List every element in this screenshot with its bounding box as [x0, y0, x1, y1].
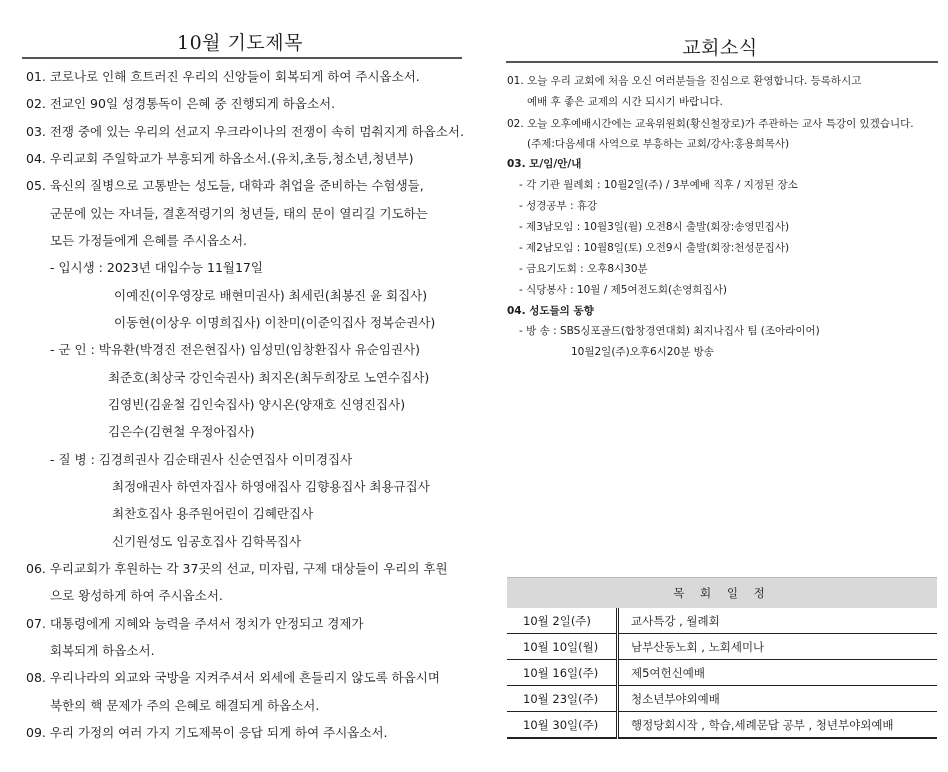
- schedule-date: 10월 16일(주): [507, 660, 618, 686]
- prayer-line: 북한의 핵 문제가 주의 은혜로 해결되게 하옵소서.: [50, 698, 320, 713]
- prayer-line: 회복되게 하옵소서.: [50, 643, 155, 658]
- table-row: [507, 634, 937, 660]
- prayer-line: 으로 왕성하게 하여 주시옵소서.: [50, 588, 223, 603]
- schedule-date: 10월 23일(주): [507, 686, 618, 712]
- prayer-line: 05. 육신의 질병으로 고통받는 성도들, 대학과 취업을 준비하는 수험생들,: [26, 178, 424, 193]
- schedule-table: [507, 577, 937, 739]
- prayer-line: 09. 우리 가정의 여러 가지 기도제목이 응답 되게 하여 주시옵소서.: [26, 725, 388, 740]
- prayer-title: 10월 기도제목: [177, 32, 303, 54]
- news-line: - 각 기관 월례회 : 10월2일(주) / 3부예배 직후 / 지정된 장소: [519, 179, 798, 191]
- prayer-title-rule: [22, 57, 462, 59]
- schedule-event: 행정당회시작 , 학습,세례문답 공부 , 청년부야외예배: [618, 712, 938, 739]
- prayer-line: 최찬호집사 용주원어린이 김혜란집사: [112, 506, 314, 521]
- table-row: [507, 712, 937, 739]
- schedule-date: 10월 10일(월): [507, 634, 618, 660]
- prayer-line: 07. 대통령에게 지혜와 능력을 주셔서 정치가 안정되고 경제가: [26, 616, 364, 631]
- news-line: - 금요기도회 : 오후8시30분: [519, 263, 648, 275]
- prayer-line: 김은수(김현철 우정아집사): [108, 424, 255, 439]
- prayer-line: 03. 전쟁 중에 있는 우리의 선교지 우크라이나의 전쟁이 속히 멈춰지게 하옵소서.: [26, 124, 464, 139]
- news-line: 예배 후 좋은 교제의 시간 되시기 바랍니다.: [527, 96, 723, 108]
- prayer-line: 김영빈(김윤철 김인숙집사) 양시온(양재호 신영진집사): [108, 397, 406, 412]
- prayer-line: 모든 가정들에게 은혜를 주시옵소서.: [50, 233, 248, 248]
- prayer-line: 최정애권사 하연자집사 하영애집사 김향용집사 최용규집사: [112, 479, 430, 494]
- prayer-line: 01. 코로나로 인해 흐트러진 우리의 신앙들이 회복되게 하여 주시옵소서.: [26, 69, 420, 84]
- news-title-rule: [506, 61, 938, 63]
- prayer-line: 이예진(이우영장로 배현미권사) 최세린(최봉진 윤 회집사): [114, 288, 428, 303]
- schedule-event: 제5여헌신예배: [618, 660, 938, 686]
- schedule-date: 10월 2일(주): [507, 608, 618, 634]
- news-title: 교회소식: [682, 37, 758, 59]
- news-line: 02. 오늘 오후예배시간에는 교육위원회(황신철장로)가 주관하는 교사 특강이 있겠습니다.: [507, 118, 914, 130]
- news-line: - 방 송 : SBS싱포골드(합창경연대회) 최지나집사 팀 (조아라이어): [519, 325, 820, 337]
- schedule-event: 청소년부야외예배: [618, 686, 938, 712]
- table-row: [507, 608, 937, 634]
- prayer-line: - 입시생 : 2023년 대입수능 11월17일: [50, 260, 263, 275]
- schedule-event: 교사특강 , 월례회: [618, 608, 938, 634]
- schedule-date: 10월 30일(주): [507, 712, 618, 739]
- prayer-line: 신기원성도 임공호집사 김학목집사: [112, 534, 302, 549]
- prayer-line: - 질 병 : 김경희권사 김순태권사 신순연집사 이미경집사: [50, 452, 353, 467]
- news-section-heading: 04. 성도들의 동향: [507, 305, 594, 317]
- prayer-line: 06. 우리교회가 후원하는 각 37곳의 선교, 미자립, 구제 대상들이 우리의 후원: [26, 561, 448, 576]
- news-line: (주제:다음세대 사역으로 부흥하는 교회/강사:홍용희목사): [527, 138, 790, 150]
- news-line: 10월2일(주)오후6시20분 방송: [571, 346, 714, 358]
- news-line: 01. 오늘 우리 교회에 처음 오신 여러분들을 진심으로 환영합니다. 등록하시고: [507, 75, 862, 87]
- prayer-line: 04. 우리교회 주일학교가 부흥되게 하옵소서.(유치,초등,청소년,청년부): [26, 151, 414, 166]
- news-line: - 식당봉사 : 10월 / 제5여전도회(손영희집사): [519, 284, 727, 296]
- prayer-line: 08. 우리나라의 외교와 국방을 지켜주셔서 외세에 흔들리지 않도록 하옵시며: [26, 670, 440, 685]
- prayer-line: - 군 인 : 박유환(박경진 전은현집사) 임성민(임창환집사 유순임권사): [50, 342, 420, 357]
- table-row: [507, 660, 937, 686]
- news-line: - 제2남모임 : 10월8일(토) 오전9시 출발(회장:천성문집사): [519, 242, 790, 254]
- news-line: - 성경공부 : 휴강: [519, 200, 598, 212]
- schedule-event: 남부산동노회 , 노회세미나: [618, 634, 938, 660]
- prayer-line: 이동현(이상우 이명희집사) 이찬미(이준익집사 정복순권사): [114, 315, 436, 330]
- prayer-line: 02. 전교인 90일 성경통독이 은혜 중 진행되게 하옵소서.: [26, 96, 336, 111]
- prayer-line: 최준호(최상국 강인숙권사) 최지온(최두희장로 노연수집사): [108, 370, 430, 385]
- schedule-header: 목 회 일 정: [507, 578, 937, 609]
- news-line: - 제3남모임 : 10월3일(월) 오전8시 출발(회장:송영민집사): [519, 221, 790, 233]
- news-section-heading: 03. 모/임/안/내: [507, 158, 582, 170]
- prayer-line: 군문에 있는 자녀들, 결혼적령기의 청년들, 태의 문이 열리길 기도하는: [50, 206, 428, 221]
- table-row: [507, 686, 937, 712]
